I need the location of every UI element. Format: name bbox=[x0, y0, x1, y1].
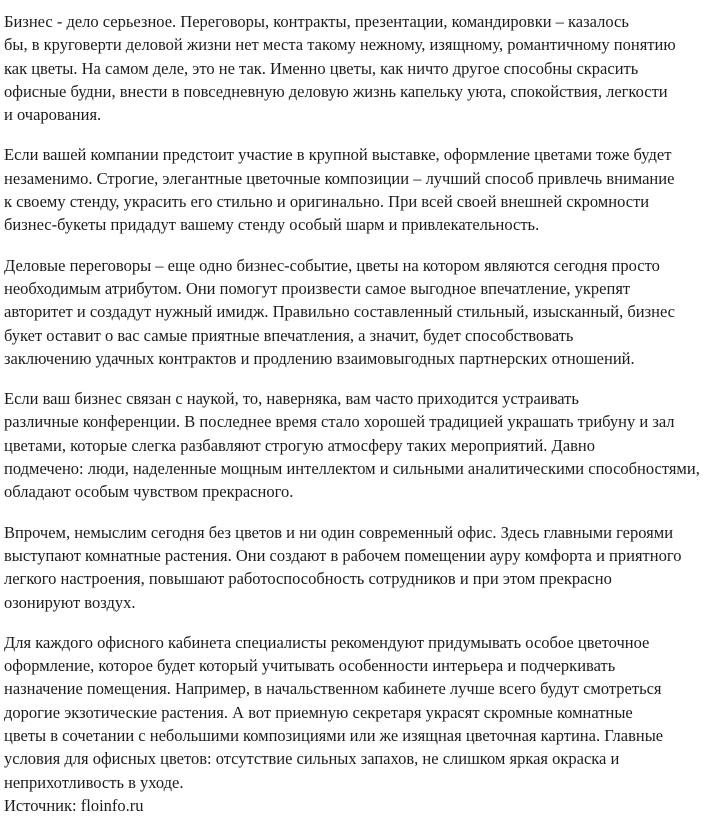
text-line: различные конференции. В последнее время стало хорошей традицией украшать трибуну и зал bbox=[4, 412, 675, 432]
text-line: незаменимо. Строгие, элегантные цветочные композиции – лучший способ привлечь внимание bbox=[4, 168, 675, 188]
text-line: офисные будни, внести в повседневную деловую жизнь капельку уюта, спокойствия, легкости bbox=[4, 81, 668, 101]
text-line: авторитет и создадут нужный имидж. Правильно составленный стильный, изысканный, бизнес bbox=[4, 302, 675, 322]
text-line: Деловые переговоры – еще одно бизнес-событие, цветы на котором являются сегодня просто bbox=[4, 255, 660, 275]
text-line: необходимым атрибутом. Они помогут произвести самое выгодное впечатление, укрепят bbox=[4, 278, 631, 298]
text-line: подмечено: люди, наделенные мощным интеллектом и сильными аналитическими способностями, bbox=[4, 459, 700, 479]
paragraph-3 bbox=[4, 254, 720, 370]
text-line: как цветы. На самом деле, это не так. Именно цветы, как ничто другое способны скрасить bbox=[4, 58, 639, 78]
text-line: цветы в сочетании с небольшими композициями или же изящная цветочная картина. Главные bbox=[4, 726, 664, 746]
text-line: Бизнес - дело серьезное. Переговоры, контракты, презентации, командировки – казалось bbox=[4, 12, 629, 31]
text-line: Если вашей компании предстоит участие в крупной выставке, оформление цветами тоже будет bbox=[4, 145, 672, 165]
text-line: легкого настроения, повышают работоспособность сотрудников и при этом прекрасно bbox=[4, 569, 612, 589]
text-line: бы, в круговерти деловой жизни нет места такому нежному, изящному, романтичному понятию bbox=[4, 35, 676, 55]
text-line: назначение помещения. Например, в начальственном кабинете лучше всего будут смотреться bbox=[4, 679, 662, 699]
text-line: Если ваш бизнес связан с наукой, то, наверняка, вам часто приходится устраивать bbox=[4, 389, 579, 409]
paragraph-6 bbox=[4, 631, 720, 794]
text-line: дорогие экзотические растения. А вот приемную секретаря украсят скромные комнатные bbox=[4, 702, 633, 722]
paragraph-2 bbox=[4, 143, 720, 236]
text-line: условия для офисных цветов: отсутствие сильных запахов, не слишком яркая окраска и bbox=[4, 749, 620, 769]
text-line: неприхотливость в уходе. bbox=[4, 772, 184, 792]
text-line: Для каждого офисного кабинета специалисты рекомендуют придумывать особое цветочное bbox=[4, 632, 650, 652]
paragraph-1 bbox=[4, 10, 720, 126]
text-line: обладают особым чувством прекрасного. bbox=[4, 482, 294, 502]
text-line: букет оставит о вас самые приятные впечатления, а значит, будет способствовать bbox=[4, 325, 574, 345]
text-line: Впрочем, немыслим сегодня без цветов и ни один современный офис. Здесь главными героями bbox=[4, 522, 674, 542]
text-line: озонируют воздух. bbox=[4, 592, 136, 612]
text-line: цветами, которые слегка разбавляют строгую атмосферу таких мероприятий. Давно bbox=[4, 435, 596, 455]
paragraph-5 bbox=[4, 521, 720, 614]
source-credit: Источник: floinfo.ru bbox=[4, 795, 144, 815]
text-line: бизнес-букеты придадут вашему стенду особый шарм и привлекательность. bbox=[4, 215, 540, 235]
text-line: выступают комнатные растения. Они создают в рабочем помещении ауру комфорта и приятного bbox=[4, 545, 682, 565]
text-line: к своему стенду, украсить его стильно и оригинально. При всей своей внешней скромности bbox=[4, 192, 650, 212]
paragraph-4 bbox=[4, 387, 720, 503]
text-line: и очарования. bbox=[4, 105, 102, 125]
text-line: заключению удачных контрактов и продлению взаимовыгодных партнерских отношений. bbox=[4, 348, 635, 368]
text-line: оформление, которое будет который учитывать особенности интерьера и подчеркивать bbox=[4, 656, 616, 676]
article-body bbox=[4, 10, 720, 817]
